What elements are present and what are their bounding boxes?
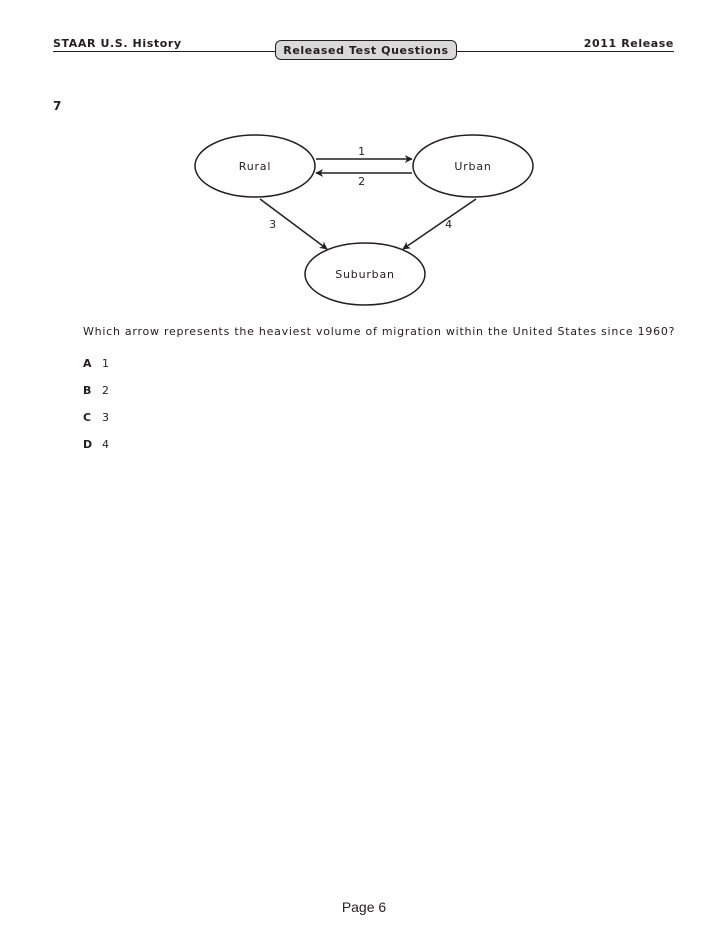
choice-d-letter: D — [83, 438, 93, 451]
header-tab: Released Test Questions — [275, 40, 457, 60]
choice-a-letter: A — [83, 357, 92, 370]
choice-c-value: 3 — [102, 411, 110, 424]
arrow-3-label: 3 — [269, 218, 277, 231]
choice-b[interactable] — [83, 384, 110, 397]
migration-diagram — [0, 0, 728, 320]
arrow-4-label: 4 — [445, 218, 453, 231]
urban-label: Urban — [454, 160, 492, 173]
suburban-label: Suburban — [335, 268, 395, 281]
arrow-2-label: 2 — [358, 175, 366, 188]
choice-d-value: 4 — [102, 438, 110, 451]
header-release: 2011 Release — [583, 37, 674, 50]
choice-d[interactable] — [83, 438, 110, 451]
question-number: 7 — [53, 99, 62, 113]
header-subject: STAAR U.S. History — [53, 37, 182, 50]
choice-a-value: 1 — [102, 357, 110, 370]
choice-b-value: 2 — [102, 384, 110, 397]
choice-a[interactable] — [83, 357, 110, 370]
choice-b-letter: B — [83, 384, 92, 397]
question-stem: Which arrow represents the heaviest volume of migration within the United States since 1960? — [83, 325, 676, 338]
arrow-1-label: 1 — [358, 145, 366, 158]
rural-label: Rural — [238, 160, 272, 173]
page-number: Page 6 — [341, 899, 387, 915]
arrow-4 — [403, 199, 476, 249]
choice-c-letter: C — [83, 411, 92, 424]
choice-c[interactable] — [83, 411, 110, 424]
